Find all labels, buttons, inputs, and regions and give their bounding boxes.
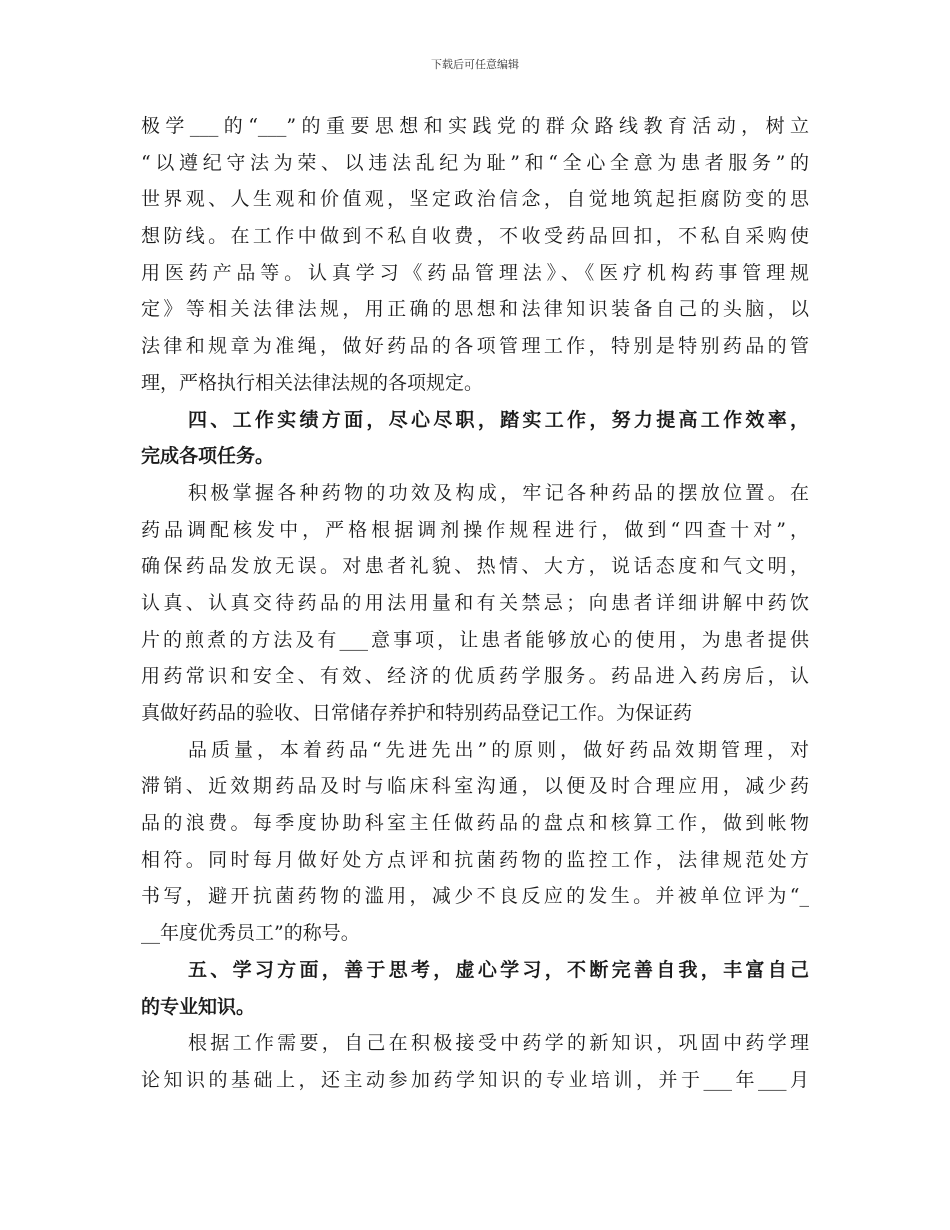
section-heading-line: 的专业知识。 [141, 995, 256, 1018]
paragraph-line: 品质量，本着药品“先进先出”的原则，做好药品效期管理，对 [188, 738, 809, 761]
paragraph-line: __年度优秀员工”的称号。 [141, 922, 360, 945]
header-note: 下载后可任意编辑 [431, 58, 519, 71]
paragraph-line: 滞销、近效期药品及时与临床科室沟通，以便及时合理应用，减少药 [141, 775, 809, 798]
section-heading-line: 四、工作实绩方面，尽心尽职，踏实工作，努力提高工作效率， [188, 408, 809, 431]
paragraph-line: 用药常识和安全、有效、经济的优质药学服务。药品进入药房后，认 [141, 665, 809, 688]
paragraph-line: 确保药品发放无误。对患者礼貌、热情、大方，说话态度和气文明， [141, 555, 809, 578]
paragraph-line: 根据工作需要，自己在积极接受中药学的新知识，巩固中药学理 [188, 1032, 809, 1055]
paragraph-line: 积极掌握各种药物的功效及构成，牢记各种药品的摆放位置。在 [188, 481, 809, 504]
section-heading-line: 完成各项任务。 [141, 445, 275, 468]
paragraph-line: 品的浪费。每季度协助科室主任做药品的盘点和核算工作，做到帐物 [141, 812, 809, 835]
section-heading-line: 五、学习方面，善于思考，虚心学习，不断完善自我，丰富自己 [188, 958, 809, 981]
paragraph-line: “以遵纪守法为荣、以违法乱纪为耻”和“全心全意为患者服务”的 [141, 151, 809, 174]
paragraph-line: 世界观、人生观和价值观，坚定政治信念，自觉地筑起拒腐防变的思 [141, 188, 809, 211]
paragraph-line: 用医药产品等。认真学习《药品管理法》、《医疗机构药事管理规 [141, 261, 809, 284]
paragraph-line: 相符。同时每月做好处方点评和抗菌药物的监控工作，法律规范处方 [141, 848, 809, 871]
paragraph-line: 想防线。在工作中做到不私自收费，不收受药品回扣，不私自采购使 [141, 225, 809, 248]
paragraph-line: 书写，避开抗菌药物的滥用，减少不良反应的发生。并被单位评为“_ [141, 885, 809, 908]
paragraph-line: 真做好药品的验收、日常储存养护和特别药品登记工作。为保证药 [141, 702, 693, 724]
paragraph-line: 论知识的基础上，还主动参加药学知识的专业培训，并于___年___月 [141, 1068, 809, 1091]
paragraph-line: 极学___的“___”的重要思想和实践党的群众路线教育活动，树立 [141, 115, 809, 137]
paragraph-line: 药品调配核发中，严格根据调剂操作规程进行，做到“四查十对”， [141, 518, 809, 541]
paragraph-line: 定》等相关法律法规，用正确的思想和法律知识装备自己的头脑，以 [141, 298, 809, 321]
paragraph-line: 法律和规章为准绳，做好药品的各项管理工作，特别是特别药品的管 [141, 335, 809, 358]
paragraph-line: 片的煎煮的方法及有___意事项，让患者能够放心的使用，为患者提供 [141, 628, 809, 651]
paragraph-line: 理，严格执行相关法律法规的各项规定。 [141, 371, 484, 394]
paragraph-line: 认真、认真交待药品的用法用量和有关禁忌；向患者详细讲解中药饮 [141, 591, 809, 614]
body-text [141, 108, 809, 1099]
